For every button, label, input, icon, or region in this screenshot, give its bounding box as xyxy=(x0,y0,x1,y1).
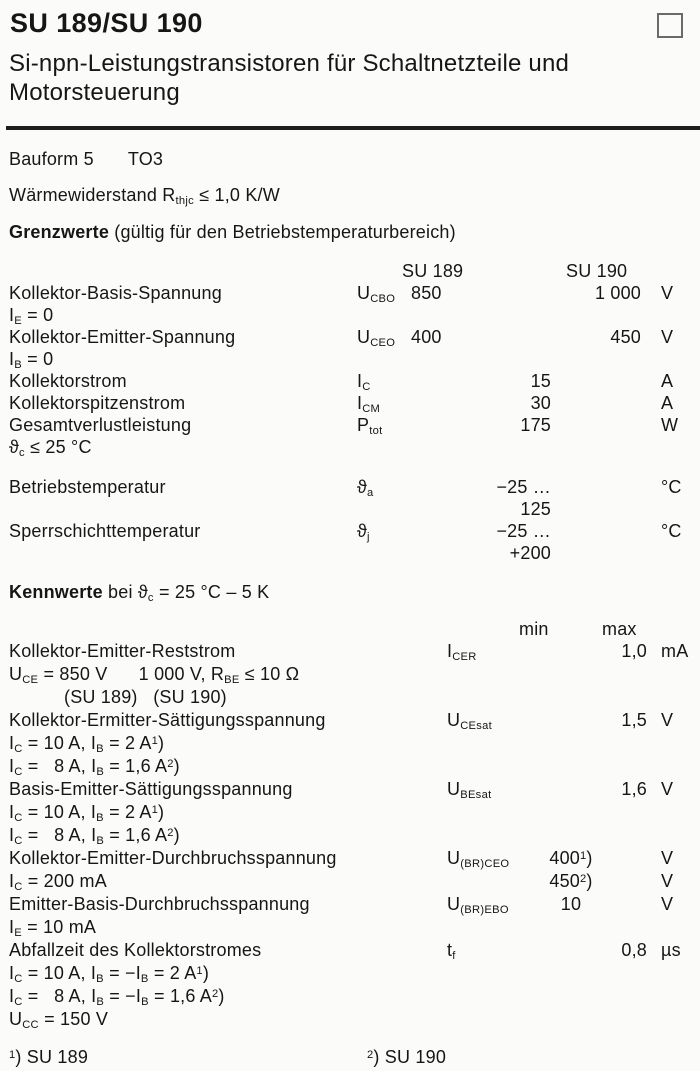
condition-line: $I_E = 0$ xyxy=(9,305,54,328)
thermal-resistance-line: Wärmewiderstand $R_{thjc} \le 1,0$ K/W xyxy=(9,185,280,208)
param-symbol: $U_{(BR)EBO}$ xyxy=(447,894,509,917)
param-unit: A xyxy=(661,393,674,413)
param-value-max: 1,6 xyxy=(621,779,647,799)
param-row-icer xyxy=(9,640,692,663)
param-row-ic xyxy=(9,370,692,392)
param-label: Basis-Emitter-Sättigungsspannung xyxy=(9,779,293,799)
param-symbol: $U_{CBO}$ xyxy=(357,283,396,306)
page-title: SU 189/SU 190 xyxy=(10,8,203,38)
param-row-ubrceo-line2 xyxy=(9,870,692,893)
param-label: Kollektor-Emitter-Durchbruchsspannung xyxy=(9,848,337,868)
param-symbol: $ϑ_j$ xyxy=(357,521,370,544)
param-value-max: 0,8 xyxy=(621,940,647,960)
param-value-max: 1,5 xyxy=(621,710,647,730)
condition-line: $I_C = 10$ A, $I_B = 2$ $A^1$) xyxy=(9,733,165,756)
param-symbol: $t_f$ xyxy=(447,940,456,963)
divider-rule xyxy=(6,126,700,130)
kennwerte-column-headers xyxy=(9,618,692,640)
param-row-ucesat xyxy=(9,709,692,732)
param-symbol: $U_{BEsat}$ xyxy=(447,779,492,802)
condition-line: $I_B = 0$ xyxy=(9,349,54,372)
bauform-label: Bauform 5 xyxy=(9,149,94,169)
grenzwerte-heading xyxy=(9,221,692,243)
footnote-1: $^1$) SU 189 xyxy=(9,1047,89,1067)
param-row-ubesat xyxy=(9,778,692,801)
param-value: −25 … +200 xyxy=(496,521,551,563)
param-unit: µs xyxy=(661,940,681,960)
param-unit: V xyxy=(661,327,674,347)
param-value: 30 xyxy=(530,393,551,413)
param-value: 15 xyxy=(530,371,551,391)
param-row-ptot xyxy=(9,414,692,436)
condition-line: $I_C = 10$ A, $I_B = 2$ $A^1$) xyxy=(9,802,165,825)
condition-line: $I_C = 8$ A, $I_B = -I_B = 1,6$ $A^2$) xyxy=(9,986,225,1009)
param-unit: V xyxy=(661,894,674,914)
param-row-ucbo xyxy=(9,282,692,304)
param-symbol: $I_{CER}$ xyxy=(447,641,477,664)
param-unit: V xyxy=(661,710,674,730)
param-symbol: $ϑ_a$ xyxy=(357,477,374,500)
footnotes xyxy=(9,1045,692,1071)
param-unit: W xyxy=(661,415,679,435)
param-unit: V xyxy=(661,283,674,303)
param-label: Sperrschichttemperatur xyxy=(9,521,201,541)
param-value-max: 1,0 xyxy=(621,641,647,661)
bauform-line xyxy=(9,148,692,170)
param-label: Betriebstemperatur xyxy=(9,477,166,497)
condition-line: (SU 189) (SU 190) xyxy=(64,687,227,707)
param-symbol: $U_{(BR)CEO}$ xyxy=(447,848,510,871)
column-header-su189: SU 189 xyxy=(402,261,464,281)
column-header-max: max xyxy=(602,619,637,639)
param-unit: V xyxy=(661,871,674,891)
condition-line: $U_{CC} = 150$ V xyxy=(9,1009,109,1032)
condition-line: $I_C = 8$ A, $I_B = 1,6$ $A^2$) xyxy=(9,756,180,779)
param-unit: °C xyxy=(661,521,682,541)
page-subtitle: Si-npn-Leistungstransistoren für Schaltnetzteile und Motorsteuerung xyxy=(9,50,570,106)
condition-line: $ϑ_c \le 25$ °C xyxy=(9,437,92,460)
corner-checkbox xyxy=(657,13,683,38)
condition-line: $I_C = 200$ mA xyxy=(9,871,107,894)
param-value-su190: 450 xyxy=(610,327,641,347)
param-symbol: $I_{CM}$ xyxy=(357,393,381,416)
param-label: Kollektorstrom xyxy=(9,371,127,391)
param-unit: V xyxy=(661,779,674,799)
param-label: Kollektor-Emitter-Reststrom xyxy=(9,641,236,661)
kennwerte-heading-bold: Kennwerte xyxy=(9,582,103,602)
param-symbol: $U_{CEsat}$ xyxy=(447,710,493,733)
param-unit: mA xyxy=(661,641,689,661)
param-label: Kollektor-Ermitter-Sättigungsspannung xyxy=(9,710,326,730)
param-unit: V xyxy=(661,848,674,868)
param-value: −25 … 125 xyxy=(496,477,551,519)
condition-line: $U_{CE} = 850$ V 1 000 V, $R_{BE} \le 10$ Ω xyxy=(9,664,300,687)
param-value-su189: 850 xyxy=(411,283,442,303)
param-value-su189: 400 xyxy=(411,327,442,347)
param-label: Abfallzeit des Kollektorstromes xyxy=(9,940,262,960)
param-value-min: $450^2$) xyxy=(549,871,593,891)
condition-line: $I_E = 10$ mA xyxy=(9,917,97,940)
condition-line: $I_C = 10$ A, $I_B = -I_B = 2$ $A^1$) xyxy=(9,963,210,986)
param-symbol: $P_{tot}$ xyxy=(357,415,383,438)
param-value-su190: 1 000 xyxy=(594,283,641,303)
param-row-ubrceo xyxy=(9,847,692,870)
footnote-2: $^2$) SU 190 xyxy=(367,1047,447,1067)
grenzwerte-column-headers xyxy=(9,260,692,282)
param-row-tf xyxy=(9,939,692,962)
column-header-min: min xyxy=(519,619,549,639)
column-header-su190: SU 190 xyxy=(566,261,628,281)
grenzwerte-heading-rest: (gültig für den Betriebstemperaturbereich) xyxy=(109,222,456,242)
param-value: 175 xyxy=(520,415,551,435)
param-row-icm xyxy=(9,392,692,414)
param-row-uceo xyxy=(9,326,692,348)
grenzwerte-heading-bold: Grenzwerte xyxy=(9,222,110,242)
param-symbol: $U_{CEO}$ xyxy=(357,327,396,350)
param-unit: A xyxy=(661,371,674,391)
param-row-ubrebo xyxy=(9,893,692,916)
param-label: Kollektorspitzenstrom xyxy=(9,393,186,413)
param-row-temp-op xyxy=(9,476,692,520)
param-label: Kollektor-Emitter-Spannung xyxy=(9,327,236,347)
param-symbol: $I_C$ xyxy=(357,371,371,394)
param-value-min: 10 xyxy=(560,894,582,914)
param-value-min: $400^1$) xyxy=(549,848,593,868)
param-label: Emitter-Basis-Durchbruchsspannung xyxy=(9,894,310,914)
bauform-value: TO3 xyxy=(127,149,164,169)
param-unit: °C xyxy=(661,477,682,497)
param-row-temp-junction xyxy=(9,520,692,564)
param-label: Kollektor-Basis-Spannung xyxy=(9,283,222,303)
condition-line: $I_C = 8$ A, $I_B = 1,6$ $A^2$) xyxy=(9,825,180,848)
kennwerte-heading xyxy=(9,581,692,603)
param-label: Gesamtverlustleistung xyxy=(9,415,192,435)
kennwerte-heading-rest: bei $ϑ_c = 25$ °C – 5 K xyxy=(102,582,270,605)
